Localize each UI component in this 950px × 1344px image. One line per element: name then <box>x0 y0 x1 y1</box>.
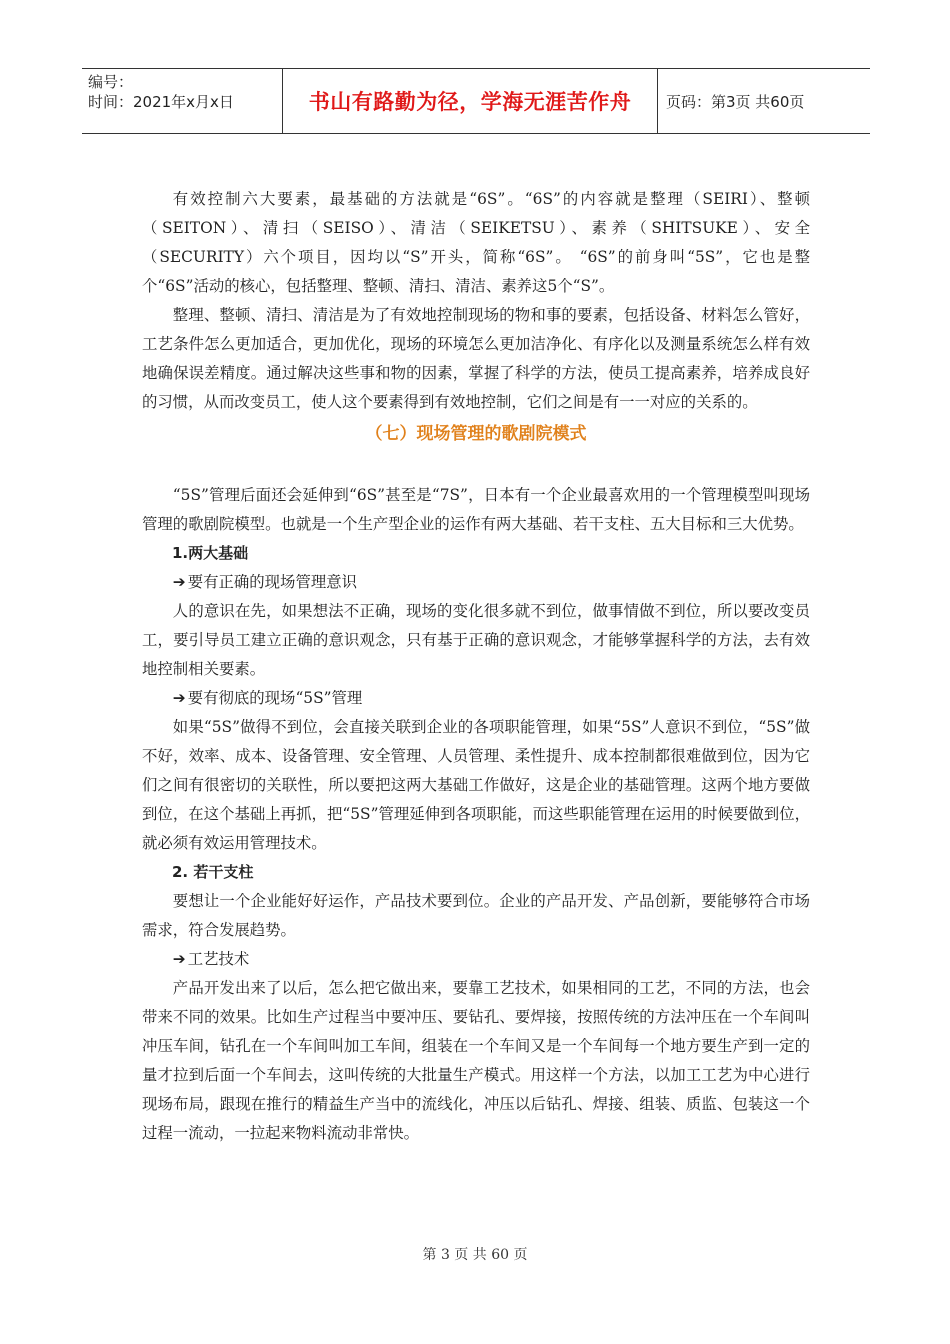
bullet-5s <box>142 684 810 713</box>
page-footer: 第 3 页 共 60 页 <box>422 1247 528 1263</box>
bullet-awareness-text: 要有正确的现场管理意识 <box>187 573 358 591</box>
paragraph-process-tech: 产品开发出来了以后，怎么把它做出来，要靠工艺技术，如果相同的工艺，不同的方法，也会带来不同的效果。比如生产过程当中要冲压、要钻孔、要焊接，按照传统的方法冲压在一个车间叫冲压车间，钻孔在一个车间叫加工车间，组装在一个车间又是一个车间每一个地方要生产到一定的量才拉到后面一个车间去，这叫传统的大批量生产模式。用这样一个方法，以加工工艺为中心进行现场布局，跟现在推行的精益生产当中的流线化，冲压以后钻孔、焊接、组装、质监、包装这一个过程一流动，一拉起来物料流动非常快。 <box>142 979 810 1142</box>
header-right <box>658 69 870 133</box>
header-middle <box>282 69 658 133</box>
header-motto: 书山有路勤为径，学海无涯苦作舟 <box>308 90 632 114</box>
bullet-5s-text: 要有彻底的现场“5S”管理 <box>187 689 363 707</box>
document-body <box>142 185 810 1148</box>
paragraph-opera-model: “5S”管理后面还会延伸到“6S”甚至是“7S”，日本有一个企业最喜欢用的一个管理模型叫现场管理的歌剧院模型。也就是一个生产型企业的运作有两大基础、若干支柱、五大目标和三大优势。 <box>142 486 810 533</box>
section-gap <box>142 451 810 481</box>
bullet-process-tech <box>142 945 810 974</box>
document-time-label: 时间：2021年x月x日 <box>88 93 234 111</box>
paragraph-pillars: 要想让一个企业能好好运作，产品技术要到位。企业的产品开发、产品创新，要能够符合市场需求，符合发展趋势。 <box>142 892 810 939</box>
paragraph-6s-intro: 有效控制六大要素，最基础的方法就是“6S”。“6S”的内容就是整理（SEIRI）、整顿（SEITON）、清扫（SEISO）、清洁（SEIKETSU）、素养（SHITSUKE）、安全（SECURITY）六个项目，因均以“S”开头，简称“6S”。 “6S”的前身叫“5S”，它也是整个“6S”活动的核心，包括整理、整顿、清扫、清洁、素养这5个“S”。 <box>142 190 810 295</box>
paragraph-awareness: 人的意识在先，如果想法不正确，现场的变化很多就不到位，做事情做不到位，所以要改变员工，要引导员工建立正确的意识观念，只有基于正确的意识观念，才能够掌握科学的方法，去有效地控制相关要素。 <box>142 602 810 678</box>
bullet-awareness <box>142 568 810 597</box>
bullet-process-tech-text: 工艺技术 <box>187 950 250 968</box>
paragraph-5s: 如果“5S”做得不到位，会直接关联到企业的各项职能管理，如果“5S”人意识不到位，“5S”做不好，效率、成本、设备管理、安全管理、人员管理、柔性提升、成本控制都很难做到位，因为它们之间有很密切的关联性，所以要把这两大基础工作做好，这是企业的基础管理。这两个地方要做到位，在这个基础上再抓，把“5S”管理延伸到各项职能，而这些职能管理在运用的时候要做到位，就必须有效运用管理技术。 <box>142 718 810 852</box>
heading-two-foundations: 1.两大基础 <box>172 544 249 562</box>
arrow-icon: ➔ <box>172 950 186 968</box>
paragraph-elements: 整理、整顿、清扫、清洁是为了有效地控制现场的物和事的要素，包括设备、材料怎么管好，工艺条件怎么更加适合，更加优化，现场的环境怎么更加洁净化、有序化以及测量系统怎么样有效地确保误差精度。通过解决这些事和物的因素，掌握了科学的方法，使员工提高素养，培养成良好的习惯，从而改变员工，使人这个要素得到有效地控制，它们之间是有一一对应的关系的。 <box>142 306 810 411</box>
arrow-icon: ➔ <box>172 689 186 707</box>
page-header <box>82 68 870 134</box>
document-number-label: 编号： <box>88 73 134 91</box>
arrow-icon: ➔ <box>172 573 186 591</box>
header-page-code: 页码：第3页 共60页 <box>666 92 805 111</box>
section-title: （七）现场管理的歌剧院模式 <box>365 424 587 444</box>
heading-pillars: 2. 若干支柱 <box>172 863 254 881</box>
header-left <box>82 69 282 133</box>
